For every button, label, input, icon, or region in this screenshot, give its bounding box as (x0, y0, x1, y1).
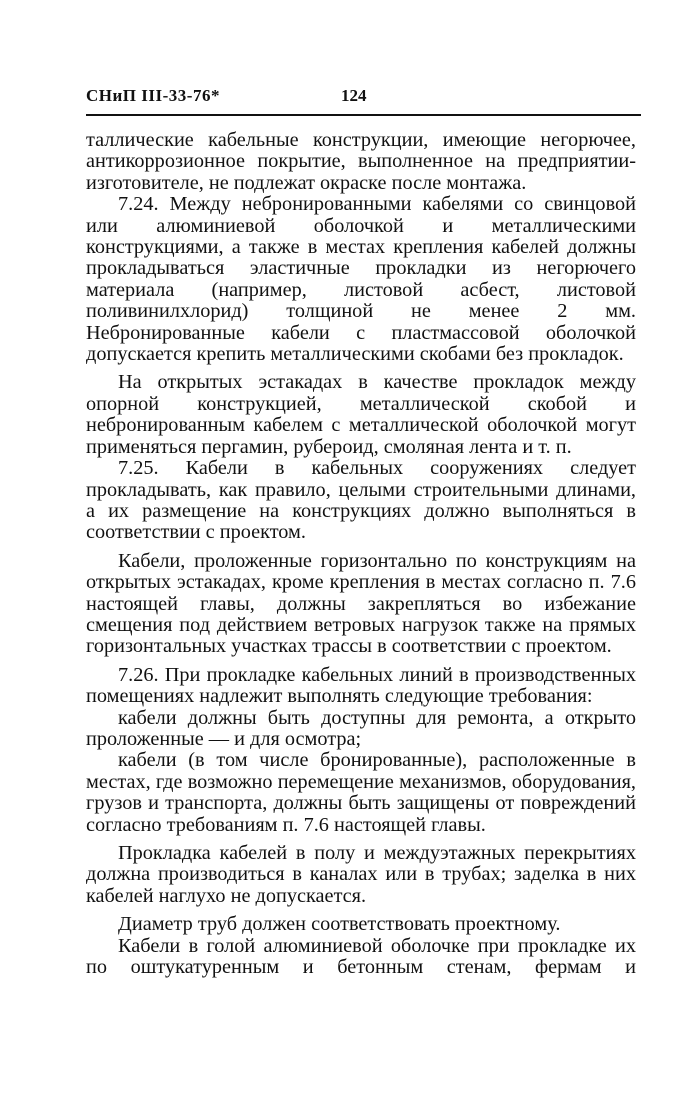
paragraph-open-trestles: На открытых эстакадах в качестве прокладок между опорной конструкцией, металлической скобой и небронированным кабелем с металлической оболочкой могут применяться пергамин, рубероид, смоляная лента и т. п. (86, 371, 636, 458)
clause-text: Между небронированными кабелями со свинцовой или алюминиевой оболочкой и металлическими конструкциями, а также в местах крепления кабелей должны прокладываться эластичные прокладки из негорючего материала (например, листовой асбест, листовой поливинилхлорид) толщиной не менее 2 мм. Небронированные кабели с пластмассовой оболочкой допускается крепить металлическими скобами без прокладок. (86, 193, 636, 366)
clause-7-26 (86, 665, 636, 708)
requirement-item: кабели должны быть доступны для ремонта, а открыто проложенные — и для осмотра; (86, 706, 636, 750)
paragraph-horizontal-cables: Кабели, проложенные горизонтально по конструкциям на открытых эстакадах, кроме крепления в местах согласно п. 7.6 настоящей главы, должны закрепляться во избежание смещения под действием ветровых нагрузок также на прямых горизонтальных участках трассы в соответствии с проектом. (86, 549, 636, 658)
clause-number: 7.24. (118, 193, 159, 216)
clause-7-24 (86, 194, 636, 365)
paragraph-continued: таллические кабельные конструкции, имеющие негорючее, антикоррозионное покрытие, выполненное на предприятии-изготовителе, не подлежат окраске после монтажа. (86, 129, 636, 194)
clause-7-25 (86, 458, 636, 544)
requirement-item: кабели (в том числе бронированные), расположенные в местах, где возможно перемещение механизмов, оборудования, грузов и транспорта, должны быть защищены от повреждений согласно требованиям п. 7.6 настоящей главы. (86, 749, 636, 836)
body-text (86, 130, 636, 978)
page-number: 124 (341, 86, 367, 105)
paragraph-pipe-diameter: Диаметр труб должен соответствовать проектному. (118, 913, 561, 936)
clause-number: 7.26. (118, 663, 159, 686)
clause-text: Кабели в кабельных сооружениях следует прокладывать, как правило, целыми строительными длинами, а их размещение на конструкциях должно выполняться в соответствии с проектом. (86, 457, 636, 544)
clause-number: 7.25. (118, 457, 159, 480)
paragraph-aluminium-sheath: Кабели в голой алюминиевой оболочке при прокладке их по оштукатуренным и бетонным стенам, фермам и (86, 934, 636, 979)
header-rule (86, 114, 641, 116)
running-header (86, 86, 638, 114)
paragraph-floor-laying: Прокладка кабелей в полу и междуэтажных перекрытиях должна производиться в каналах или в трубах; заделка в них кабелей наглухо не допускается. (86, 842, 636, 907)
clause-text: При прокладке кабельных линий в производственных помещениях надлежит выполнять следующие требования: (86, 663, 636, 708)
document-code: СНиП III-33-76* (86, 86, 220, 105)
